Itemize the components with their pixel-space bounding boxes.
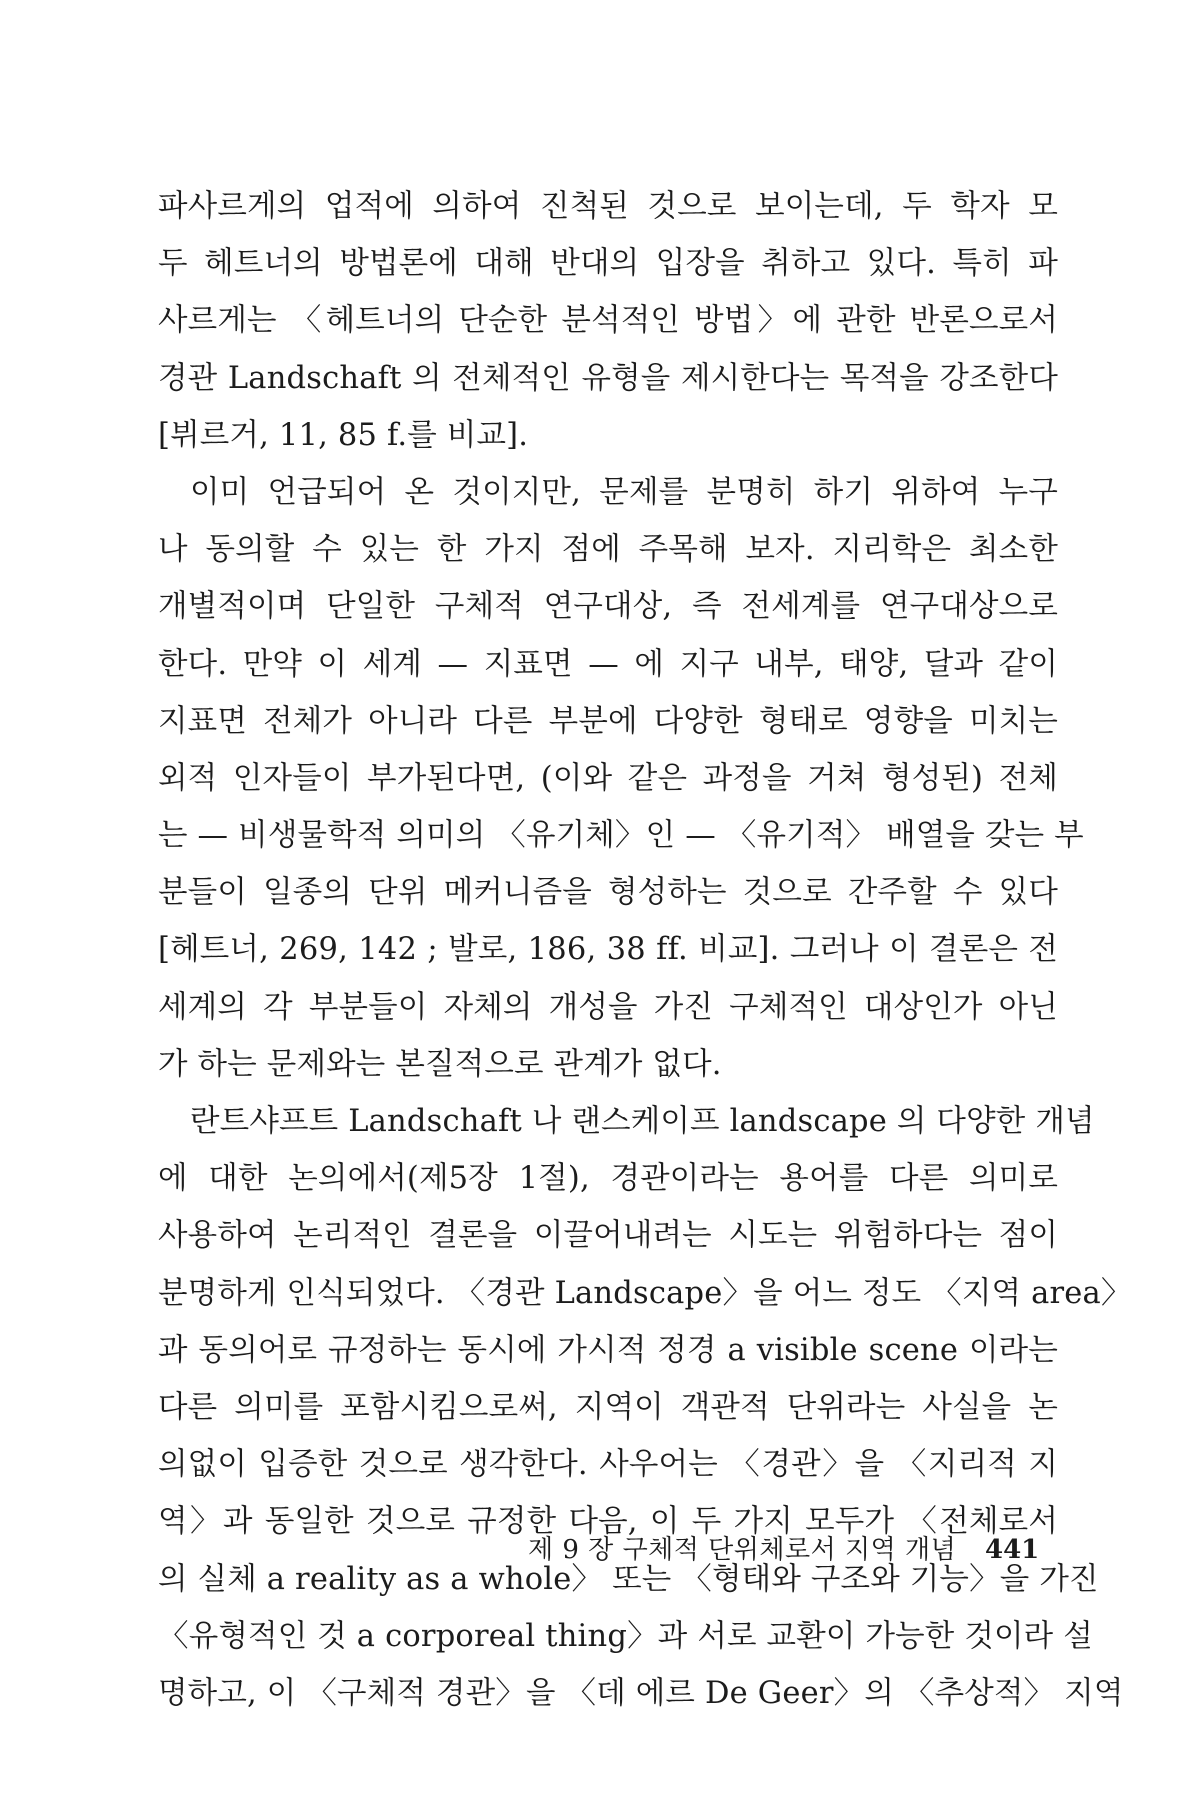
text-line: 란트샤프트 Landschaft 나 랜스케이프 landscape 의 다양한 개념 — [190, 1104, 1095, 1139]
text-line: 〈유형적인 것 a corporeal thing〉과 서로 교환이 가능한 것이라 설 — [158, 1618, 1093, 1654]
text-line: [뷔르거, 11, 85 f.를 비교]. — [158, 417, 529, 453]
text-line: 지표면 전체가 아니라 다른 부분에 다양한 형태로 영향을 미치는 — [158, 703, 1058, 739]
text-line: 경관 Landschaft 의 전체적인 유형을 제시한다는 목적을 강조한다 — [158, 360, 1058, 396]
page-number: 441 — [985, 1535, 1040, 1565]
text-line: 명하고, 이 〈구체적 경관〉을 〈데 에르 De Geer〉의 〈추상적〉 지역 — [158, 1675, 1124, 1711]
text-line: 외적 인자들이 부가된다면, (이와 같은 과정을 거쳐 형성된) 전체 — [158, 760, 1058, 796]
text-line: 의없이 입증한 것으로 생각한다. 사우어는 〈경관〉을 〈지리적 지 — [158, 1447, 1058, 1483]
text-line: 역〉과 동일한 것으로 규정한 다음, 이 두 가지 모두가 〈전체로서 — [158, 1504, 1058, 1540]
text-line: 이미 언급되어 온 것이지만, 문제를 분명히 하기 위하여 누구 — [190, 474, 1058, 510]
text-line: 사르게는 〈헤트너의 단순한 분석적인 방법〉에 관한 반론으로서 — [158, 303, 1058, 339]
text-line: 한다. 만약 이 세계 — 지표면 — 에 지구 내부, 태양, 달과 같이 — [158, 646, 1058, 682]
text-line: 과 동의어로 규정하는 동시에 가시적 정경 a visible scene 이라는 — [158, 1332, 1058, 1368]
text-line: 두 헤트너의 방법론에 대해 반대의 입장을 취하고 있다. 특히 파 — [158, 246, 1058, 282]
text-line: 에 대한 논의에서(제5장 1절), 경관이라는 용어를 다른 의미로 — [158, 1161, 1058, 1197]
text-line: 개별적이며 단일한 구체적 연구대상, 즉 전세계를 연구대상으로 — [158, 589, 1058, 625]
running-head: 제 9 장 구체적 단위체로서 지역 개념 — [528, 1535, 957, 1565]
page-footer — [0, 1530, 1200, 1570]
text-line: 는 — 비생물학적 의미의 〈유기체〉인 — 〈유기적〉 배열을 갖는 부 — [158, 818, 1084, 854]
text-line: 사용하여 논리적인 결론을 이끌어내려는 시도는 위험하다는 점이 — [158, 1218, 1058, 1254]
text-line: 나 동의할 수 있는 한 가지 점에 주목해 보자. 지리학은 최소한 — [158, 532, 1058, 568]
body-text — [158, 178, 1132, 1722]
text-line: 파사르게의 업적에 의하여 진척된 것으로 보이는데, 두 학자 모 — [158, 189, 1058, 224]
text-line: 의 실체 a reality as a whole〉 또는 〈형태와 구조와 기능〉을 가진 — [158, 1561, 1099, 1597]
text-line: [헤트너, 269, 142 ; 발로, 186, 38 ff. 비교]. 그러나 이 결론은 전 — [158, 932, 1058, 968]
text-line: 세계의 각 부분들이 자체의 개성을 가진 구체적인 대상인가 아닌 — [158, 989, 1058, 1025]
text-line: 분들이 일종의 단위 메커니즘을 형성하는 것으로 간주할 수 있다 — [158, 875, 1058, 911]
text-line: 분명하게 인식되었다. 〈경관 Landscape〉을 어느 정도 〈지역 area〉 — [158, 1275, 1132, 1311]
text-line: 가 하는 문제와는 본질적으로 관계가 없다. — [158, 1046, 722, 1082]
text-line: 다른 의미를 포함시킴으로써, 지역이 객관적 단위라는 사실을 논 — [158, 1389, 1058, 1425]
